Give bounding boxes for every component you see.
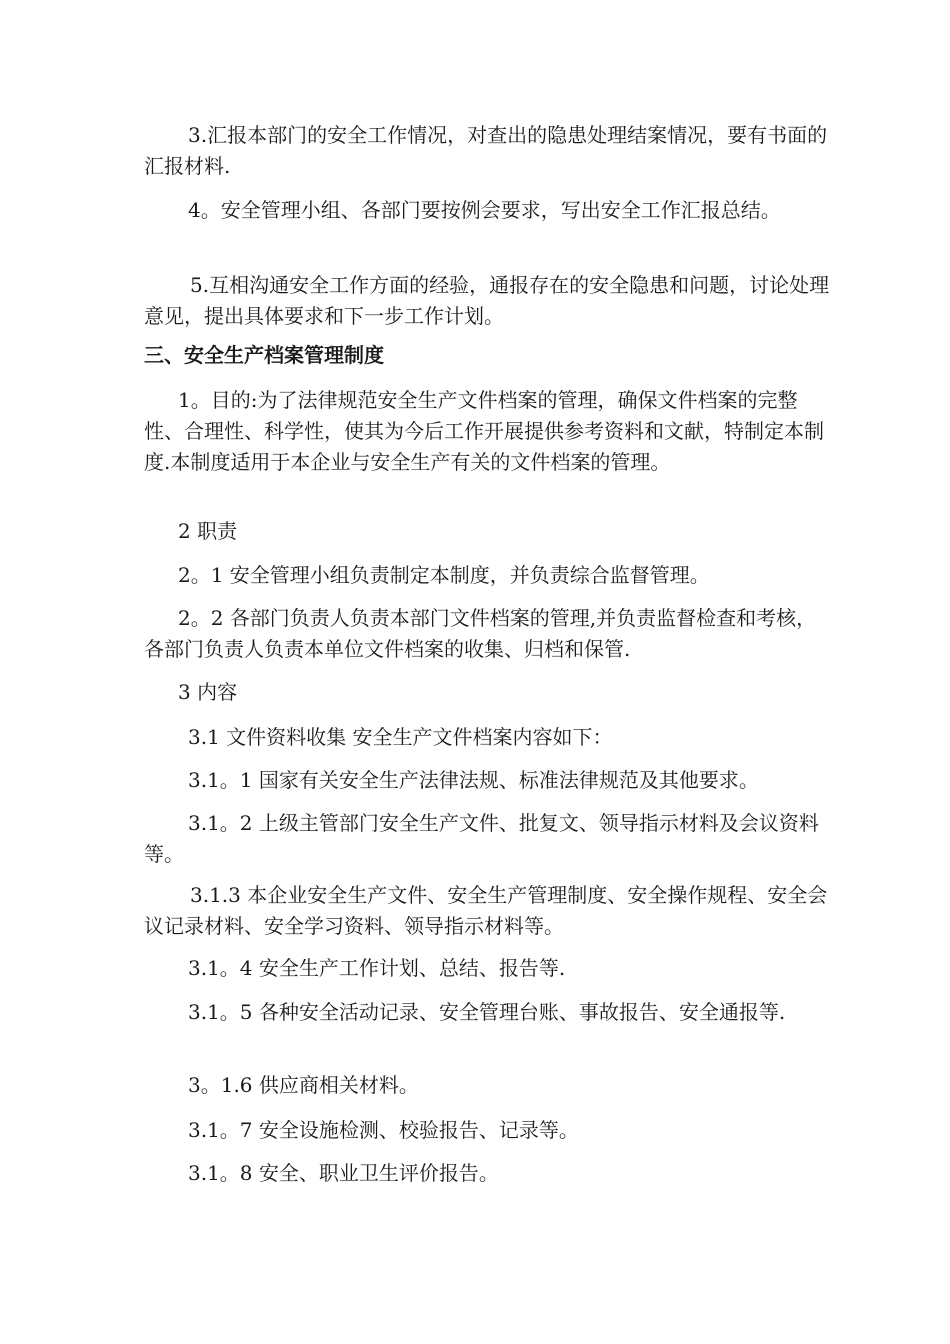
paragraph-3-1: 3.1 文件资料收集 安全生产文件档案内容如下： (188, 725, 613, 749)
paragraph-5-communication: 5.互相沟通安全工作方面的经验，通报存在的安全隐患和问题，讨论处理意见，提出具体要求和下一步工作计划。 (144, 273, 830, 328)
paragraph-3-1-6: 3。1.6 供应商相关材料。 (188, 1073, 419, 1097)
paragraph-3-1-3: 3.1.3 本企业安全生产文件、安全生产管理制度、安全操作规程、安全会议记录材料、安全学习资料、领导指示材料等。 (144, 883, 828, 938)
subheading-responsibilities: 2 职责 (178, 519, 238, 543)
subheading-contents: 3 内容 (178, 680, 238, 704)
paragraph-4-summary: 4。安全管理小组、各部门要按例会要求，写出安全工作汇报总结。 (188, 198, 781, 222)
paragraph-2-2: 2。2 各部门负责人负责本部门文件档案的管理,并负责监督检查和考核，各部门负责人负责本单位文件档案的收集、归档和保管. (144, 606, 817, 661)
paragraph-2-1: 2。1 安全管理小组负责制定本制度，并负责综合监督管理。 (178, 563, 710, 587)
paragraph-3-report: 3.汇报本部门的安全工作情况，对查出的隐患处理结案情况，要有书面的汇报材料. (144, 123, 828, 178)
paragraph-3-1-5: 3.1。5 各种安全活动记录、安全管理台账、事故报告、安全通报等. (188, 1000, 786, 1024)
paragraph-3-1-4: 3.1。4 安全生产工作计划、总结、报告等. (188, 956, 566, 980)
paragraph-3-1-1: 3.1。1 国家有关安全生产法律法规、标准法律规范及其他要求。 (188, 768, 759, 792)
section-heading-3: 三、安全生产档案管理制度 (144, 343, 384, 367)
paragraph-3-1-2: 3.1。2 上级主管部门安全生产文件、批复文、领导指示材料及会议资料等。 (144, 811, 819, 866)
paragraph-3-1-7: 3.1。7 安全设施检测、校验报告、记录等。 (188, 1118, 579, 1142)
paragraph-purpose: 1。目的:为了法律规范安全生产文件档案的管理，确保文件档案的完整性、合理性、科学性，使其为今后工作开展提供参考资料和文献，特制定本制度.本制度适用于本企业与安全生产有关的文件档案的管理。 (144, 388, 824, 474)
paragraph-3-1-8: 3.1。8 安全、职业卫生评价报告。 (188, 1161, 499, 1185)
